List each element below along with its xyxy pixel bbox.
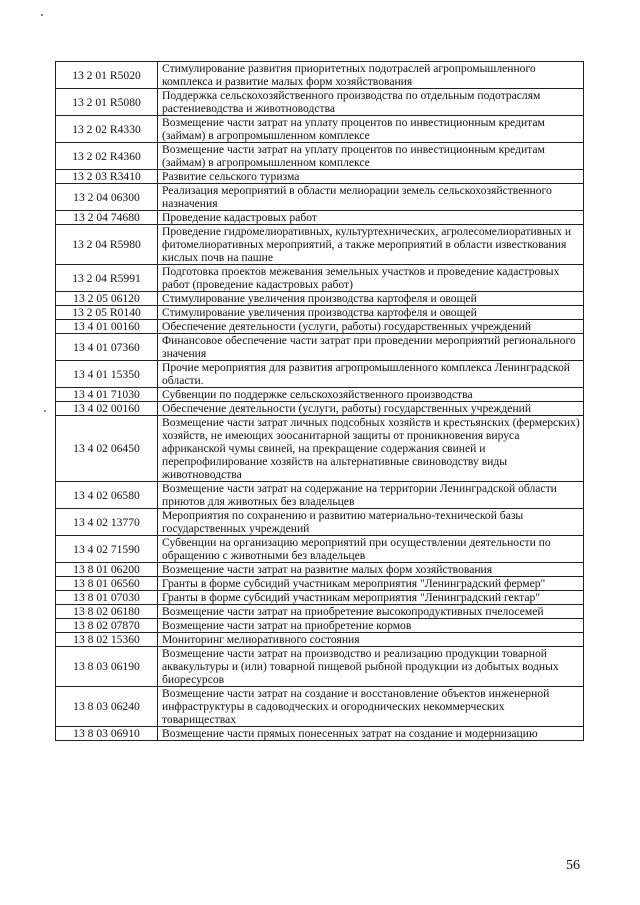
table-row [56,619,584,633]
table-row [56,687,584,727]
description-cell: Финансовое обеспечение части затрат при проведении мероприятий регионального значения [158,334,584,361]
budget-codes-table [55,61,584,741]
table-row [56,605,584,619]
code-cell: 13 2 02 R4330 [56,116,158,143]
description-cell: Проведение кадастровых работ [158,211,584,225]
description-cell: Гранты в форме субсидий участникам мероприятия "Ленинградский фермер" [158,577,584,591]
code-cell: 13 8 01 07030 [56,591,158,605]
table-row [56,563,584,577]
description-cell: Обеспечение деятельности (услуги, работы) государственных учреждений [158,320,584,334]
description-cell: Реализация мероприятий в области мелиорации земель сельскохозяйственного назначения [158,184,584,211]
scan-speck [44,410,46,412]
description-cell: Возмещение части затрат на уплату процентов по инвестиционным кредитам (займам) в агропромышленном комплексе [158,143,584,170]
code-cell: 13 8 01 06200 [56,563,158,577]
table-row [56,536,584,563]
table-row [56,482,584,509]
code-cell: 13 2 02 R4360 [56,143,158,170]
table-row [56,388,584,402]
description-cell: Мероприятия по сохранению и развитию материально-технической базы государственных учреждений [158,509,584,536]
table-row [56,633,584,647]
description-cell: Стимулирование увеличения производства картофеля и овощей [158,292,584,306]
description-cell: Возмещение части затрат на приобретение высокопродуктивных пчелосемей [158,605,584,619]
table-row [56,292,584,306]
description-cell: Проведение гидромелиоративных, культуртехнических, агролесомелиоративных и фитомелиоративных мероприятий, а также мероприятий в области известкования кислых почв на пашне [158,225,584,265]
code-cell: 13 4 01 07360 [56,334,158,361]
code-cell: 13 2 05 R0140 [56,306,158,320]
code-cell: 13 2 03 R3410 [56,170,158,184]
code-cell: 13 8 03 06190 [56,647,158,687]
table-row [56,577,584,591]
description-cell: Субвенции на организацию мероприятий при осуществлении деятельности по обращению с животными без владельцев [158,536,584,563]
code-cell: 13 8 02 06180 [56,605,158,619]
table-body [56,62,584,741]
code-cell: 13 2 04 R5991 [56,265,158,292]
scan-speck [41,14,43,16]
table-row [56,416,584,482]
code-cell: 13 2 04 R5980 [56,225,158,265]
description-cell: Возмещение части прямых понесенных затрат на создание и модернизацию [158,727,584,741]
code-cell: 13 4 02 06580 [56,482,158,509]
code-cell: 13 8 02 15360 [56,633,158,647]
code-cell: 13 4 02 13770 [56,509,158,536]
code-cell: 13 8 03 06240 [56,687,158,727]
table-row [56,647,584,687]
code-cell: 13 4 02 00160 [56,402,158,416]
table-row [56,225,584,265]
description-cell: Стимулирование развития приоритетных подотраслей агропромышленного комплекса и развитие малых форм хозяйствования [158,62,584,89]
code-cell: 13 4 01 15350 [56,361,158,388]
table-row [56,89,584,116]
description-cell: Обеспечение деятельности (услуги, работы) государственных учреждений [158,402,584,416]
description-cell: Возмещение части затрат на создание и восстановление объектов инженерной инфраструктуры в садоводческих и огороднических некоммерческих товариществах [158,687,584,727]
code-cell: 13 4 02 71590 [56,536,158,563]
table-row [56,727,584,741]
description-cell: Стимулирование увеличения производства картофеля и овощей [158,306,584,320]
code-cell: 13 8 03 06910 [56,727,158,741]
description-cell: Возмещение части затрат на приобретение кормов [158,619,584,633]
description-cell: Возмещение части затрат на развитие малых форм хозяйствования [158,563,584,577]
description-cell: Подготовка проектов межевания земельных участков и проведение кадастровых работ (проведение кадастровых работ) [158,265,584,292]
table-row [56,265,584,292]
description-cell: Мониторинг мелиоративного состояния [158,633,584,647]
table-row [56,143,584,170]
table-row [56,320,584,334]
table-row [56,402,584,416]
description-cell: Гранты в форме субсидий участникам мероприятия "Ленинградский гектар" [158,591,584,605]
code-cell: 13 2 04 74680 [56,211,158,225]
code-cell: 13 4 01 71030 [56,388,158,402]
table-row [56,116,584,143]
description-cell: Прочие мероприятия для развития агропромышленного комплекса Ленинградской области. [158,361,584,388]
code-cell: 13 8 02 07870 [56,619,158,633]
description-cell: Возмещение части затрат личных подсобных хозяйств и крестьянских (фермерских) хозяйств, не имеющих зоосанитарной защиты от проникновения вируса африканской чумы свиней, на прекращение содержания свиней и перепрофилирование хозяйств на альтернативные свиноводству виды животноводства [158,416,584,482]
table-row [56,170,584,184]
description-cell: Возмещение части затрат на содержание на территории Ленинградской области приютов для животных без владельцев [158,482,584,509]
table-row [56,62,584,89]
code-cell: 13 2 01 R5020 [56,62,158,89]
description-cell: Развитие сельского туризма [158,170,584,184]
table-row [56,184,584,211]
table-row [56,306,584,320]
code-cell: 13 2 01 R5080 [56,89,158,116]
table-row [56,509,584,536]
description-cell: Поддержка сельскохозяйственного производства по отдельным подотраслям растениеводства и животноводства [158,89,584,116]
code-cell: 13 8 01 06560 [56,577,158,591]
code-cell: 13 4 02 06450 [56,416,158,482]
description-cell: Возмещение части затрат на производство и реализацию продукции товарной аквакультуры и (или) товарной пищевой рыбной продукции из добытых водных биоресурсов [158,647,584,687]
table-row [56,591,584,605]
code-cell: 13 4 01 00160 [56,320,158,334]
page-number: 56 [566,858,580,873]
description-cell: Возмещение части затрат на уплату процентов по инвестиционным кредитам (займам) в агропромышленном комплексе [158,116,584,143]
code-cell: 13 2 05 06120 [56,292,158,306]
table-row [56,211,584,225]
code-cell: 13 2 04 06300 [56,184,158,211]
table-row [56,334,584,361]
description-cell: Субвенции по поддержке сельскохозяйственного производства [158,388,584,402]
table-row [56,361,584,388]
